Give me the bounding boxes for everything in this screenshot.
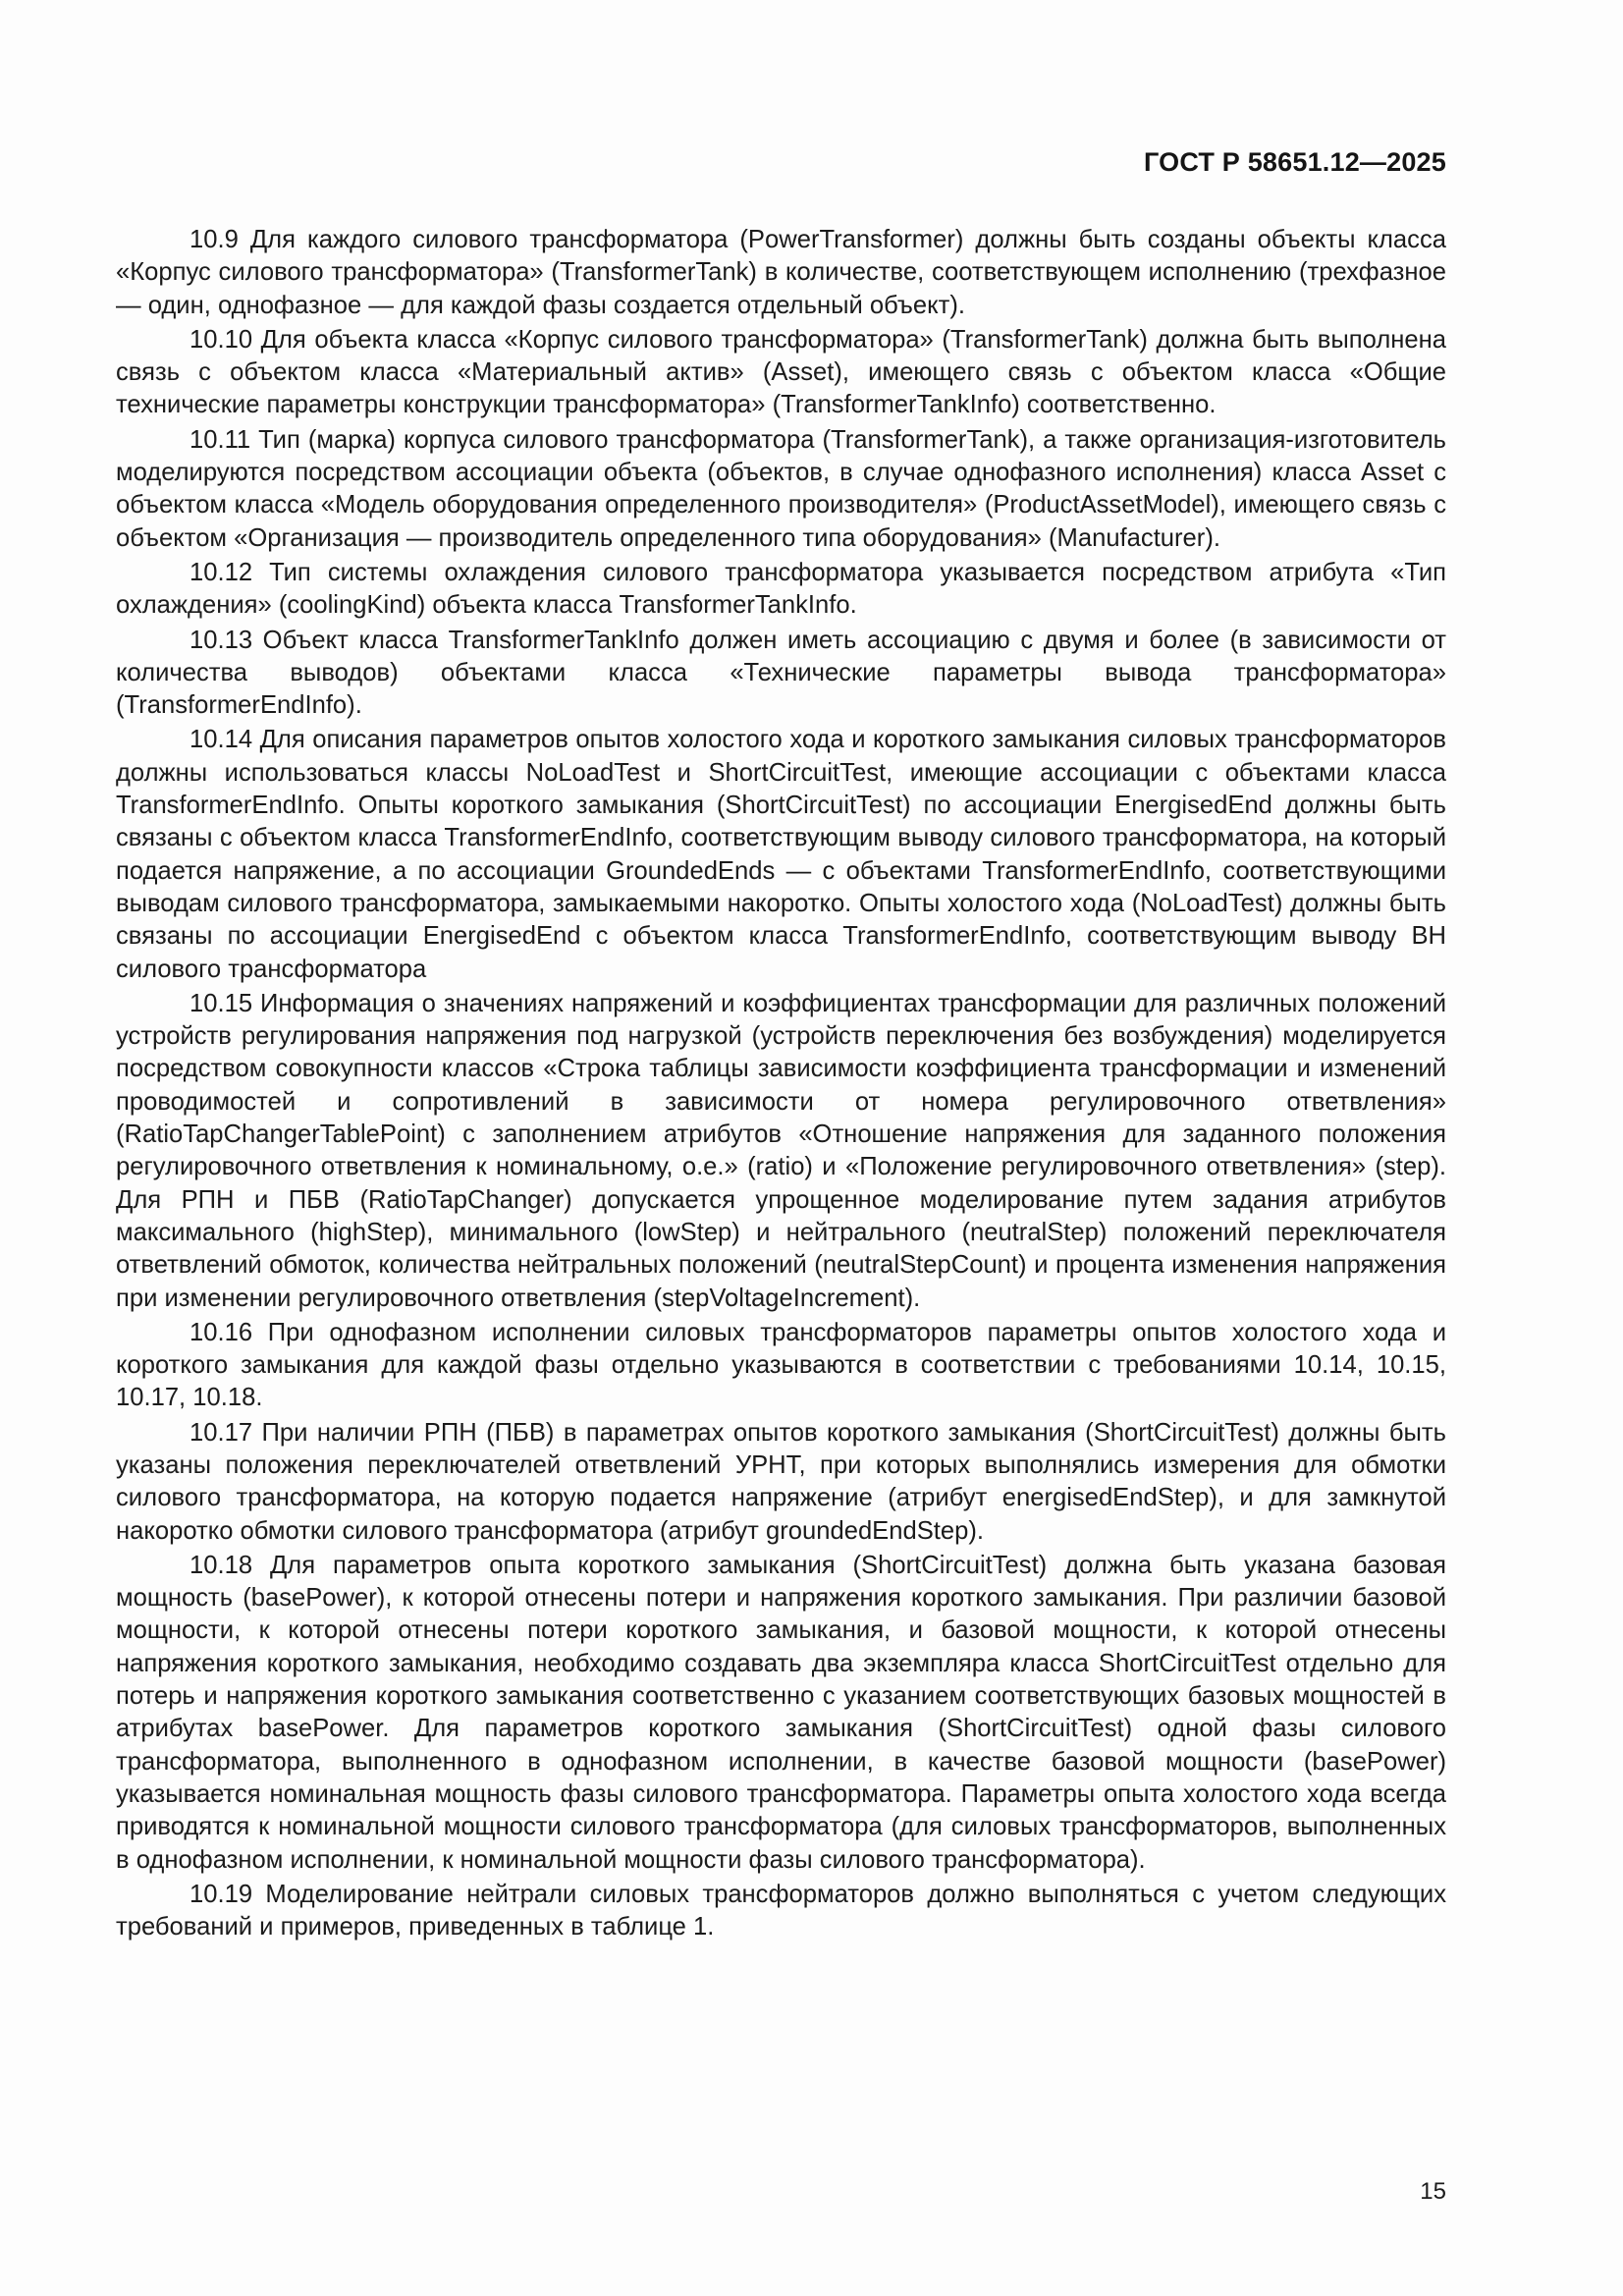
clause-10-10: 10.10 Для объекта класса «Корпус силового трансформатора» (TransformerTank) должна быть выполнена связь с объектом класса «Материальный актив» (Asset), имеющего связь с объектом класса «Общие технические параметры конструкции трансформатора» (TransformerTankInfo) соответственно. [116, 325, 1446, 419]
clause-10-18: 10.18 Для параметров опыта короткого замыкания (ShortCircuitTest) должна быть указана базовая мощность (basePower), к которой отнесены потери и напряжения короткого замыкания. При различии базовой мощности, к которой отнесены потери короткого замыкания, и базовой мощности, к которой отнесены напряжения короткого замыкания, необходимо создавать два экземпляра класса ShortCircuitTest отдельно для потерь и напряжения короткого замыкания соответственно с указанием соответствующих базовых мощностей в атрибутах basePower. Для параметров короткого замыкания (ShortCircuitTest) одной фазы силового трансформатора, выполненного в однофазном исполнении, в качестве базовой мощности (basePower) указывается номинальная мощность фазы силового трансформатора. Параметры опыта холостого хода всегда приводятся к номинальной мощности силового трансформатора (для силовых трансформаторов, выполненных в однофазном исполнении, к номинальной мощности фазы силового трансформатора). [116, 1551, 1446, 1874]
clause-10-19: 10.19 Моделирование нейтрали силовых трансформаторов должно выполняться с учетом следующих требований и примеров, приведенных в таблице 1. [116, 1880, 1446, 1941]
clause-10-9: 10.9 Для каждого силового трансформатора (PowerTransformer) должны быть созданы объекты класса «Корпус силового трансформатора» (TransformerTank) в количестве, соответствующем исполнению (трехфазное — один, однофазное — для каждой фазы создается отдельный объект). [116, 226, 1446, 319]
standard-designation: ГОСТ Р 58651.12—2025 [1144, 147, 1446, 177]
clause-10-14: 10.14 Для описания параметров опытов холостого хода и короткого замыкания силовых трансформаторов должны использоваться классы NoLoadTest и ShortCircuitTest, имеющие ассоциации с объектами класса TransformerEndInfo. Опыты короткого замыкания (ShortCircuitTest) по ассоциации EnergisedEnd должны быть связаны с объектом класса TransformerEndInfo, соответствующим выводу силового трансформатора, на который подается напряжение, а по ассоциации GroundedEnds — с объектами TransformerEndInfo, соответствующими выводам силового трансформатора, замыкаемыми накоротко. Опыты холостого хода (NoLoadTest) должны быть связаны по ассоциации EnergisedEnd с объектом класса TransformerEndInfo, соответствующим выводу ВН силового трансформатора [116, 726, 1446, 983]
clause-10-13: 10.13 Объект класса TransformerTankInfo должен иметь ассоциацию с двумя и более (в зависимости от количества выводов) объектами класса «Технические параметры вывода трансформатора» (TransformerEndInfo). [116, 626, 1446, 720]
clause-10-17: 10.17 При наличии РПН (ПБВ) в параметрах опытов короткого замыкания (ShortCircuitTest) должны быть указаны положения переключателей ответвлений УРНТ, при которых выполнялись измерения для обмотки силового трансформатора, на которую подается напряжение (атрибут energisedEndStep), и для замкнутой накоротко обмотки силового трансформатора (атрибут groundedEndStep). [116, 1418, 1446, 1545]
clause-10-11: 10.11 Тип (марка) корпуса силового трансформатора (TransformerTank), а также организация-изготовитель моделируются посредством ассоциации объекта (объектов, в случае однофазного исполнения) класса Asset с объектом класса «Модель оборудования определенного производителя» (ProductAssetModel), имеющего связь с объектом «Организация — производитель определенного типа оборудования» (Manufacturer). [116, 425, 1446, 552]
clause-10-15: 10.15 Информация о значениях напряжений и коэффициентах трансформации для различных положений устройств регулирования напряжения под нагрузкой (устройств переключения без возбуждения) моделируется посредством совокупности классов «Строка таблицы зависимости коэффициента трансформации и изменений проводимостей и сопротивлений в зависимости от номера регулировочного ответвления» (RatioTapChangerTablePoint) с заполнением атрибутов «Отношение напряжения для заданного положения регулировочного ответвления к номинальному, о.е.» (ratio) и «Положение регулировочного ответвления» (step). Для РПН и ПБВ (RatioTapChanger) допускается упрощенное моделирование путем задания атрибутов максимального (highStep), минимального (lowStep) и нейтрального (neutralStep) положений переключателя ответвлений обмоток, количества нейтральных положений (neutralStepCount) и процента изменения напряжения при изменении регулировочного ответвления (stepVoltageIncrement). [116, 989, 1446, 1312]
body-text [116, 224, 1446, 1945]
clause-10-16: 10.16 При однофазном исполнении силовых трансформаторов параметры опытов холостого хода и короткого замыкания для каждой фазы отдельно указываются в соответствии с требованиями 10.14, 10.15, 10.17, 10.18. [116, 1318, 1446, 1412]
page-number: 15 [1420, 2178, 1446, 2205]
clause-10-12: 10.12 Тип системы охлаждения силового трансформатора указывается посредством атрибута «Тип охлаждения» (coolingKind) объекта класса TransformerTankInfo. [116, 558, 1446, 620]
